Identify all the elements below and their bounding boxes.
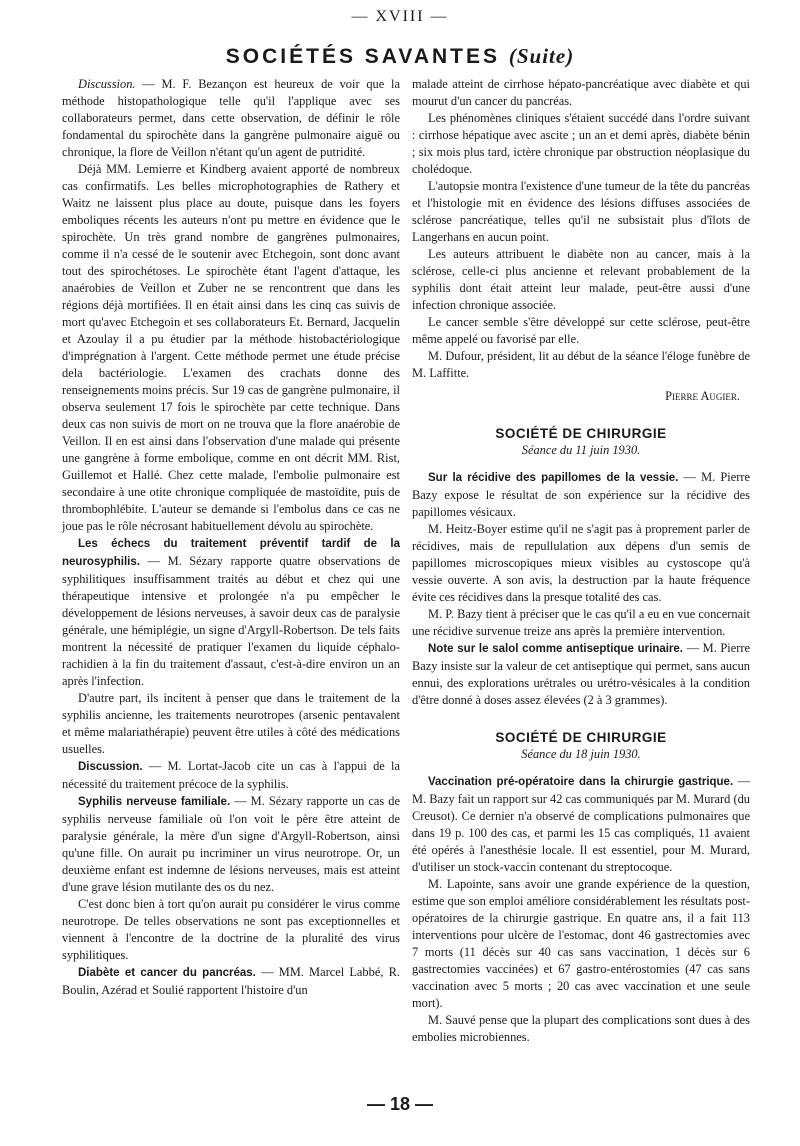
- paragraph-text: — M. Pierre Bazy insiste sur la valeur de cet antiseptique qui permet, sans aucun ennui, des explorations urétrales ou urétro-vésicales à la condition d'être donné à doses assez élevées (2 à 3 grammes).: [412, 641, 751, 707]
- title-suite: (Suite): [508, 44, 575, 68]
- paragraph: D'autre part, ils incitent à penser que dans le traitement de la syphilis ancienne, les traitements neurotropes (arsenic pentavalent et même malariathérapie) peuvent être utiles à côté des médications usuelles.: [62, 691, 400, 756]
- paragraph: L'autopsie montra l'existence d'une tumeur de la tête du pancréas et l'histologie mit en évidence des lésions diffuses associées de sclérose pancréatique, telles qu'il ne subsistait plus d'îlots de Langerhans en aucun point.: [412, 179, 750, 244]
- lead-diabete: Diabète et cancer du pancréas.: [78, 967, 256, 979]
- title-text: SOCIÉTÉS SAVANTES: [225, 45, 501, 68]
- paragraph: C'est donc bien à tort qu'on aurait pu considérer le virus comme neurotrope. De telles observations ne sont pas exceptionnelles et viennent à l'encontre de la doctrine de la pluralité des virus syphilitiques.: [62, 897, 400, 962]
- left-column: [62, 76, 400, 999]
- paragraph: [62, 793, 400, 896]
- paragraph: [62, 535, 400, 690]
- right-column: [412, 76, 750, 1046]
- lead-discussion-2: Discussion.: [78, 761, 143, 773]
- signature: Pierre Augier.: [665, 389, 740, 403]
- lead-discussion: Discussion.: [78, 77, 136, 91]
- paragraph: M. Lapointe, sans avoir une grande expérience de la question, estime que son emploi améliore considérablement les résultats post-opératoires de la chirurgie gastrique. En quatre ans, il a fait 113 interventions pour ulcère de l'estomac, dont 46 gastrectomies avec 7 morts (11 décès sur 40 cas sans vaccination, 1 décès sur 6 gastrectomies vaccinées) et 67 gastro-entérostomies (47 cas sans vaccination avec 5 morts ; 20 cas avec vaccination et une seule mort).: [412, 877, 750, 1010]
- section-title: SOCIÉTÉ DE CHIRURGIE: [495, 730, 667, 745]
- paragraph: [62, 76, 400, 161]
- section-title: SOCIÉTÉ DE CHIRURGIE: [495, 426, 667, 441]
- section-date: Séance du 18 juin 1930.: [521, 747, 641, 761]
- paragraph: Les phénomènes cliniques s'étaient succédé dans l'ordre suivant : cirrhose hépatique avec ascite ; un an et demi après, diabète bénin ; six mois plus tard, ictère chronique par obstruction néoplasique du cholédoque.: [412, 111, 750, 176]
- page-number: — 18 —: [366, 1094, 434, 1114]
- paragraph: [62, 758, 400, 793]
- paragraph: malade atteint de cirrhose hépato-pancréatique avec diabète et qui mourut d'un cancer du pancréas.: [412, 77, 750, 108]
- roman-page-number: — XVIII —: [351, 8, 449, 25]
- paragraph: [412, 773, 750, 876]
- paragraph: [62, 964, 400, 999]
- section-date: Séance du 11 juin 1930.: [521, 443, 641, 457]
- lead-neurosyphilis: Les échecs du traitement préventif tardif de la neurosyphilis.: [62, 538, 400, 568]
- paragraph: [412, 640, 750, 709]
- lead-salol: Note sur le salol comme antiseptique urinaire.: [428, 643, 684, 655]
- paragraph-text: — MM. Marcel Labbé, R. Boulin, Azérad et Soulié rapportent l'histoire d'un: [62, 965, 400, 997]
- lead-syphilis-familiale: Syphilis nerveuse familiale.: [78, 796, 231, 808]
- lead-vaccination: Vaccination pré-opératoire dans la chirurgie gastrique.: [428, 776, 734, 788]
- paragraph: M. P. Bazy tient à préciser que le cas qu'il a eu en vue concernait une récidive survenue treize ans après la première intervention.: [412, 607, 750, 638]
- paragraph-text: — M. Lortat-Jacob cite un cas à l'appui de la nécessité du traitement précoce de la syphilis.: [62, 759, 400, 791]
- paragraph-text: — M. Sézary rapporte quatre observations de syphilitiques insuffisamment traités au début et chez qui une thérapeutique intensive et prolongée n'a pu empêcher le développement de lésions nerveuses, à savoir deux cas de paralysie générale, une hémiplégie, un signe d'Argyll-Robertson. De tels faits montrent la nécessité de pratiquer l'examen du liquide céphalo-rachidien à la fin du traitement d'assaut, c'est-à-dire environ un an après l'infection.: [62, 554, 400, 688]
- paragraph: Le cancer semble s'être développé sur cette sclérose, peut-être même appelé ou favorisé par elle.: [412, 315, 750, 346]
- paragraph: M. Sauvé pense que la plupart des complications sont dues à des embolies microbiennes.: [412, 1013, 750, 1044]
- paragraph-text: — M. Bazy fait un rapport sur 42 cas communiqués par M. Murard (du Creusot). Ce dernier n'a observé de complications pulmonaires que dans 19 p. 100 des cas, et parmi les 15 cas compliqués, 11 avaient été opérés à l'anesthésie locale. Il est essentiel, pour M. Murard, d'utiliser un stock-vaccin contenant du streptocoque.: [412, 774, 750, 874]
- paragraph-text: — M. Sézary rapporte un cas de syphilis nerveuse familiale où l'on voit le père être atteint de paralysie générale, la mère d'un signe d'Argyll-Robertson, ainsi qu'une fille. On aurait pu incriminer un virus neurotrope. Or, un deuxième enfant est indemne de lésions nerveuses, mais est atteint d'une grave lésion mutilante des os du nez.: [62, 794, 400, 894]
- paragraph: Déjà MM. Lemierre et Kindberg avaient apporté de nombreux cas confirmatifs. Les belles microphotographies de Rathery et Waitz ne laissent plus place au doute, puisque dans les foyers emboliques récents les auteurs n'ont pu mettre en évidence que le spirochète. Un très grand nombre de gangrènes pulmonaires, comme il n'a cessé de le soutenir avec Etchegoin, sont donc avant tout des spirochétoses. Le spirochète étant l'agent d'attaque, les anaérobies de Veillon et Zuber ne se rencontrent que dans les régions déjà mortifiées. Il en était ainsi dans les cinq cas suivis de mort qu'avec Etchegoin et ses collaborateurs Et. Bernard, Jacquelin et Azoulay il a pu étudier par la méthode histobactériologique d'imprégnation à l'argent. Cette méthode permet une étude précise dela bactériologie. L'examen des crachats donne des renseignements moins précis. Sur 19 cas de gangrène pulmonaire, il observa seulement 17 fois le spirochète par cette technique. Dans deux cas non suivis de mort on ne trouva que la flore anaérobie de Veillon. Il en est ainsi dans l'observation d'une malade qui présente une gangrène à forme embolique, comme en ont décrit MM. Rist, Guillemot et Hallé. Chez cette malade, l'embolie pulmonaire est secondaire à une otite chronique compliquée de mastoïdite, puis de thrombophlébite. L'auteur se demande si l'embolus dans ce cas ne joue pas le rôle nécrosant habituellement dévolu au spirochète.: [62, 162, 400, 533]
- paragraph-text: — M. F. Bezançon est heureux de voir que la méthode histopathologique telle qu'il l'applique avec ses collaborateurs permet, dans cette observation, de définir le rôle fondamental du spirochète dans la gangrène pulmonaire aiguë ou chronique, la flore de Veillon n'étant qu'un agent de putridité.: [62, 77, 400, 159]
- page-title: [0, 44, 800, 69]
- paragraph: [412, 469, 750, 521]
- paragraph-text: — M. Pierre Bazy expose le résultat de son expérience sur la récidive des papillomes vésicaux.: [412, 470, 750, 519]
- lead-papillomes: Sur la récidive des papillomes de la vessie.: [428, 472, 679, 484]
- paragraph: M. Dufour, président, lit au début de la séance l'éloge funèbre de M. Laffitte.: [412, 349, 750, 380]
- paragraph: Les auteurs attribuent le diabète non au cancer, mais à la sclérose, celle-ci plus ancienne et relevant probablement de la syphilis dont était atteint leur malade, peut-être aussi d'une infection chronique associée.: [412, 247, 750, 312]
- paragraph: M. Heitz-Boyer estime qu'il ne s'agit pas à proprement parler de récidives, mais de repullulation aux dépens d'un semis de papillomes microscopiques mieux visibles au cystoscope qu'à vessie ouverte. A son avis, la destruction par la haute fréquence évite ces récidives dans la presque totalité des cas.: [412, 522, 750, 604]
